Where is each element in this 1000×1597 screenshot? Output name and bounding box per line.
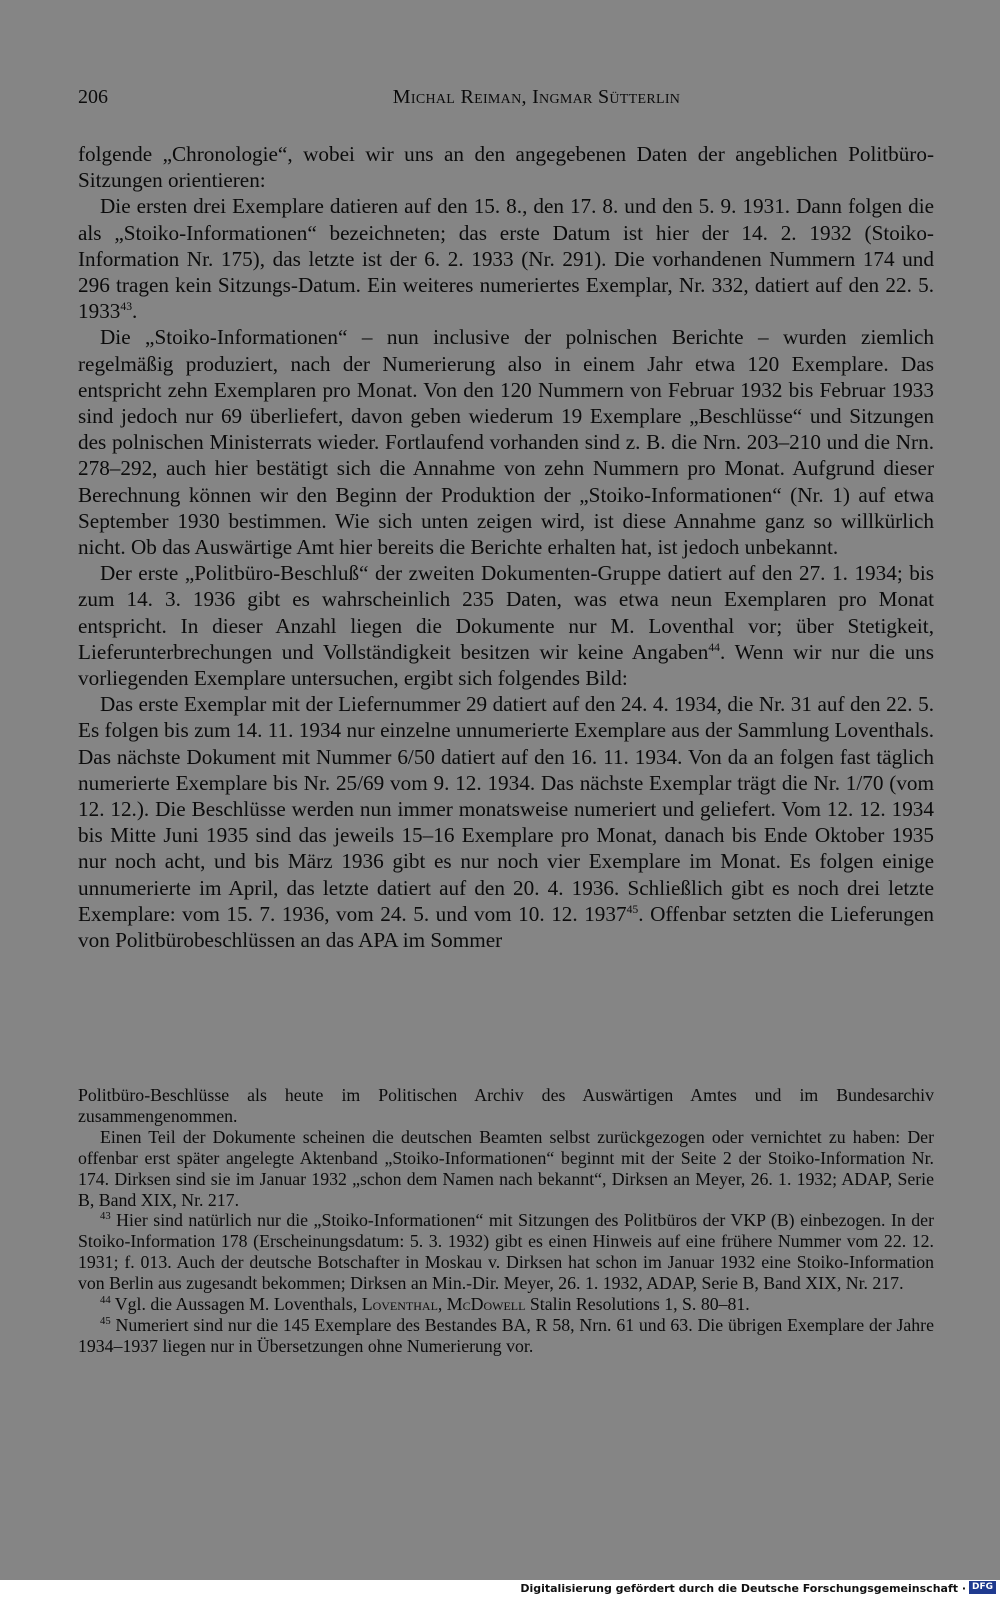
paragraph-2: [78, 193, 934, 324]
footnote-ref-45: 45: [626, 902, 639, 916]
footnote-45: [78, 1315, 934, 1357]
footnote-44-pre: Vgl. die Aussagen M. Loventhals,: [114, 1294, 358, 1315]
footnote-ref-44: 44: [708, 640, 720, 654]
running-head: Michal Reiman, Ingmar Sütterlin: [392, 86, 681, 108]
paragraph-1: [78, 141, 934, 193]
paragraph-5-text: Das erste Exemplar mit der Liefernummer 29 datiert auf den 24. 4. 1934, die Nr. 31 auf den 22. 5. Es folgen bis zum 14. 11. 1934 nur einzelne unnumerierte Exemplare aus der Sammlung Loventhals. Das nächste Dokument mit Nummer 6/50 datiert auf den 16. 11. 1934. Von da an folgen fast täglich numerierte Exemplare bis Nr. 25/69 vom 9. 12. 1934. Das nächste Exemplar trägt die Nr. 1/70 (vom 12. 12.). Die Beschlüsse werden nun immer monatsweise numeriert und geliefert. Vom 12. 12. 1934 bis Mitte Juni 1935 sind das jeweils 15–16 Exemplare pro Monat, danach bis Ende Oktober 1935 nur noch acht, und bis März 1936 gibt es nur noch vier Exemplare im Monat. Es folgen einige unnumerierte im April, das letzte datiert auf den 20. 4. 1936. Schließlich gibt es noch drei letzte Exemplare: vom 15. 7. 1936, vom 24. 5. und vom 10. 12. 1937: [78, 692, 934, 926]
paragraph-4: [78, 560, 934, 691]
footnote-44: [78, 1294, 934, 1315]
page-header: [78, 86, 935, 116]
footnote-number-43: 43: [100, 1210, 111, 1223]
dfg-logo: DFG: [969, 1581, 996, 1594]
paragraph-3-text: Die „Stoiko-Informationen“ – nun inclusive der polnischen Berichte – wurden ziemlich regelmäßig produziert, nach der Numerierung also in einem Jahr etwa 120 Exemplare. Das entspricht zehn Exemplaren pro Monat. Von den 120 Nummern von Februar 1932 bis Februar 1933 sind jedoch nur 69 überliefert, davon geben wiederum 19 Exemplare „Beschlüsse“ und Sitzungen des polnischen Ministerrats wieder. Fortlaufend vorhanden sind z. B. die Nrn. 203–210 und die Nrn. 278–292, auch hier bestätigt sich die Annahme von zehn Nummern pro Monat. Aufgrund dieser Berechnung können wir den Beginn der Produktion der „Stoiko-Informationen“ (Nr. 1) auf etwa September 1930 bestimmen. Wie sich unten zeigen wird, ist diese Annahme ganz so willkürlich nicht. Ob das Auswärtige Amt hier bereits die Berichte erhalten hat, ist jedoch unbekannt.: [78, 325, 934, 560]
paragraph-5: [78, 691, 934, 953]
footnote-number-44: 44: [100, 1294, 111, 1307]
footnote-ref-43: 43: [120, 300, 133, 314]
footnote-number-45: 45: [100, 1315, 111, 1328]
paragraph-3: [78, 324, 934, 560]
dfg-credit-text: Digitalisierung gefördert durch die Deutsche Forschungsgemeinschaft ·: [520, 1582, 966, 1595]
footnote-43: [78, 1210, 934, 1294]
main-text: [78, 141, 934, 953]
paragraph-5-end: . Offenbar setzten die Lieferungen von Politbürobeschlüssen an das APA im Sommer: [78, 901, 934, 953]
footnote-43-text: Hier sind natürlich nur die „Stoiko-Informationen“ mit Sitzungen des Politbüros der VKP (B) einbezogen. In der Stoiko-Information 178 (Erscheinungsdatum: 5. 3. 1932) gibt es einen Hinweis auf eine frühere Nummer vom 22. 12. 1931; f. 013. Auch der deutsche Botschafter in Moskau v. Dirksen hat schon im Januar 1932 eine Stoiko-Information von Berlin aus zugesandt bekommen; Dirksen an Min.-Dir. Meyer, 26. 1. 1932, ADAP, Serie B, Band XIX, Nr. 217.: [78, 1210, 934, 1294]
paragraph-2-end: .: [132, 299, 138, 324]
footnote-continuation-1: Politbüro-Beschlüsse als heute im Politischen Archiv des Auswärtigen Amtes und im Bundesarchiv zusammengenommen.: [78, 1085, 934, 1126]
footnote-45-text: Numeriert sind nur die 145 Exemplare des Bestandes BA, R 58, Nrn. 61 und 63. Die übrigen Exemplare der Jahre 1934–1937 liegen nur in Übersetzungen ohne Numerierung vor.: [78, 1314, 934, 1356]
page-number: 206: [78, 86, 108, 108]
footnote-44-author: Loventhal, McDowell: [361, 1294, 526, 1315]
paragraph-4-text: Der erste „Politbüro-Beschluß“ der zweiten Dokumenten-Gruppe datiert auf den 27. 1. 1934; bis zum 14. 3. 1936 gibt es wahrscheinlich 235 Daten, was etwa neun Exemplaren pro Monat entspricht. In dieser Anzahl liegen die Dokumente nur M. Loventhal vor; über Stetigkeit, Lieferunterbrechungen und Vollständigkeit besitzen wir keine Angaben: [78, 561, 934, 664]
paragraph-4-end: . Wenn wir nur die uns vorliegenden Exemplare untersuchen, ergibt sich folgendes Bild:: [78, 639, 934, 691]
footnotes: [78, 1085, 934, 1357]
footnote-continuation-2: Einen Teil der Dokumente scheinen die deutschen Beamten selbst zurückgezogen oder vernichtet zu haben: Der offenbar erst später angelegte Aktenband „Stoiko-Informationen“ beginnt mit der Seite 2 der Stoiko-Information Nr. 174. Dirksen sind sie im Januar 1932 „schon dem Namen nach bekannt“, Dirksen an Meyer, 26. 1. 1932; ADAP, Serie B, Band XIX, Nr. 217.: [78, 1126, 934, 1210]
paragraph-1-text: folgende „Chronologie“, wobei wir uns an den angegebenen Daten der angeblichen Politbüro-Sitzungen orientieren:: [78, 142, 934, 193]
paragraph-2-text: Die ersten drei Exemplare datieren auf den 15. 8., den 17. 8. und den 5. 9. 1931. Dann folgen die als „Stoiko-Informationen“ bezeichneten; das erste Datum ist hier der 14. 2. 1932 (Stoiko-Information Nr. 175), das letzte ist der 6. 2. 1933 (Nr. 291). Die vorhandenen Nummern 174 und 296 tragen kein Sitzungs-Datum. Ein weiteres numeriertes Exemplar, Nr. 332, datiert auf den 22. 5. 1933: [78, 194, 934, 324]
footnote-44-post: Stalin Resolutions 1, S. 80–81.: [529, 1294, 750, 1315]
